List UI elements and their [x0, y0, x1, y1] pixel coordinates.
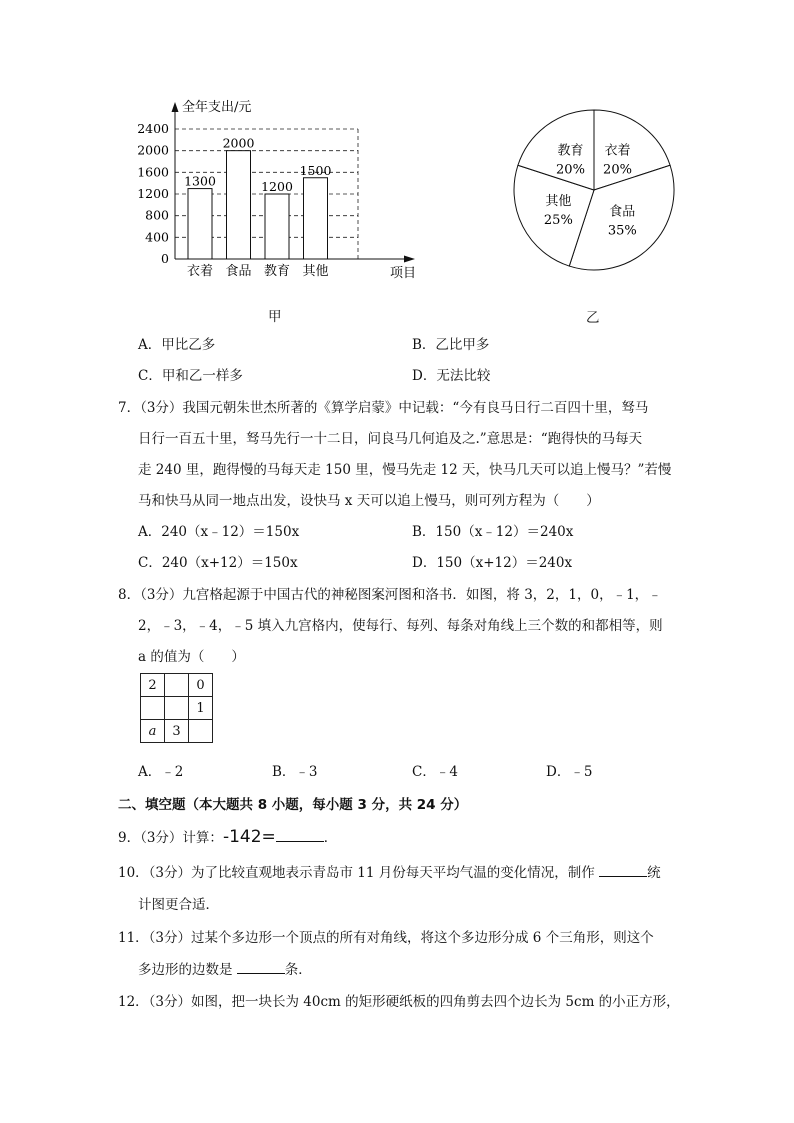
q9-line	[118, 826, 337, 847]
bar-value-label: 1200	[261, 179, 293, 194]
grid-cell: 3	[165, 720, 189, 743]
q7-option-b[interactable]: B．150（x﹣12）＝240x	[412, 524, 574, 540]
q6-option-c[interactable]: C．甲和乙一样多	[138, 368, 243, 384]
grid-cell: 0	[189, 674, 213, 697]
q8-line-2: 2，﹣3，﹣4，﹣5 填入九宫格内，使每行、每列、每条对角线上三个数的和都相等，则	[138, 618, 663, 634]
y-tick-label: 400	[145, 229, 169, 245]
q10-line-2: 计图更合适．	[138, 897, 219, 913]
q9-suffix: ．	[323, 830, 338, 846]
pie-chart-caption: 乙	[586, 310, 600, 326]
y-tick-label: 2000	[137, 142, 169, 158]
pie-slice-value: 20%	[556, 162, 585, 178]
pie-slice-label: 教育	[557, 143, 584, 159]
pie-slice-value: 20%	[603, 162, 632, 178]
q11-answer-blank[interactable]	[237, 961, 285, 974]
q11-line-1: 11．（3分）过某个多边形一个顶点的所有对角线，将这个多边形分成 6 个三角形，则这个	[118, 930, 654, 946]
pie-chart	[505, 108, 680, 278]
pie-slice-label: 食品	[609, 204, 636, 220]
pie-slice-label: 衣着	[604, 143, 631, 159]
x-tick-label: 其他	[302, 264, 329, 279]
q9-prefix: 9．（3分）计算：	[118, 830, 223, 846]
q8-line-3: a 的值为（ ）	[138, 649, 245, 665]
bar-chart-caption: 甲	[268, 309, 282, 325]
bar	[265, 194, 289, 259]
q10-answer-blank[interactable]	[599, 864, 647, 877]
x-tick-label: 食品	[225, 264, 252, 279]
bar-value-label: 1500	[299, 162, 332, 178]
q10-line-1	[118, 861, 661, 881]
bar	[227, 151, 251, 259]
y-tick-label: 1200	[137, 186, 169, 201]
y-tick-label: 0	[161, 251, 169, 266]
q8-option-a[interactable]: A．﹣2	[138, 764, 184, 780]
q7-line-2: 日行一百五十里，驽马先行一十二日，问良马几何追及之.”意思是：“跑得快的马每天	[138, 431, 643, 447]
q8-line-1: 8．（3分）九宫格起源于中国古代的神秘图案河图和洛书．如图，将 3，2，1，0，﹣1，﹣	[118, 587, 662, 603]
q7-line-3: 走 240 里，跑得慢的马每天走 150 里，慢马先走 12 天，快马几天可以追上慢马？”若慢	[138, 462, 672, 478]
x-axis-arrow	[404, 256, 415, 263]
pie-slice-value: 25%	[543, 213, 573, 229]
q12-line-1: 12．（3分）如图，把一块长为 40cm 的矩形硬纸板的四角剪去四个边长为 5cm 的小正方形，	[118, 994, 680, 1010]
grid-cell	[141, 697, 165, 720]
q6-option-a[interactable]: A．甲比乙多	[138, 337, 216, 353]
bar-value-label: 1300	[184, 173, 216, 189]
q10-suffix: 统	[647, 865, 661, 881]
y-tick-label: 2400	[137, 121, 169, 136]
q6-option-d[interactable]: D．无法比较	[412, 368, 491, 384]
grid-cell	[165, 674, 189, 697]
q7-option-d[interactable]: D．150（x+12）＝240x	[412, 555, 573, 571]
q11-prefix: 多边形的边数是	[138, 962, 237, 978]
q6-option-b[interactable]: B．乙比甲多	[412, 337, 490, 353]
grid-cell: a	[141, 720, 165, 743]
y-tick-label: 1600	[137, 164, 169, 180]
q11-suffix: 条．	[284, 962, 312, 978]
q8-option-c[interactable]: C．﹣4	[412, 764, 458, 780]
bar-chart	[128, 92, 428, 292]
q8-option-b[interactable]: B．﹣3	[272, 764, 318, 780]
x-tick-label: 教育	[263, 264, 291, 279]
grid-cell	[165, 697, 189, 720]
y-axis-label: 全年支出/元	[182, 100, 252, 115]
x-axis-label: 项目	[390, 266, 417, 281]
bar	[304, 178, 328, 259]
q7-line-1: 7．（3分）我国元朝朱世杰所著的《算学启蒙》中记载：“今有良马日行二百四十里，驽马	[118, 400, 649, 416]
bar-value-label: 2000	[222, 135, 255, 151]
y-axis-arrow	[172, 102, 179, 112]
magic-square-grid	[140, 673, 213, 743]
q7-option-c[interactable]: C．240（x+12）＝150x	[138, 555, 298, 571]
q8-option-d[interactable]: D．﹣5	[546, 764, 593, 780]
bar	[188, 189, 212, 259]
grid-cell: 2	[141, 674, 165, 697]
x-tick-label: 衣着	[186, 264, 214, 279]
y-tick-label: 800	[145, 207, 169, 223]
pie-slice-value: 35%	[607, 223, 637, 239]
grid-cell	[189, 720, 213, 743]
q7-line-4: 马和快马从同一地点出发，设快马 x 天可以追上慢马，则可列方程为（ ）	[138, 493, 600, 509]
grid-cell: 1	[189, 697, 213, 720]
q11-line-2	[138, 958, 312, 978]
q7-option-a[interactable]: A．240（x﹣12）＝150x	[138, 524, 300, 540]
q9-answer-blank[interactable]	[276, 829, 324, 842]
q10-prefix: 10．（3分）为了比较直观地表示青岛市 11 月份每天平均气温的变化情况，制作	[118, 865, 600, 881]
pie-slice-label: 其他	[545, 194, 572, 210]
section-title: 二、填空题（本大题共 8 小题，每小题 3 分，共 24 分）	[118, 797, 468, 813]
q9-expression: -142=	[222, 827, 276, 847]
